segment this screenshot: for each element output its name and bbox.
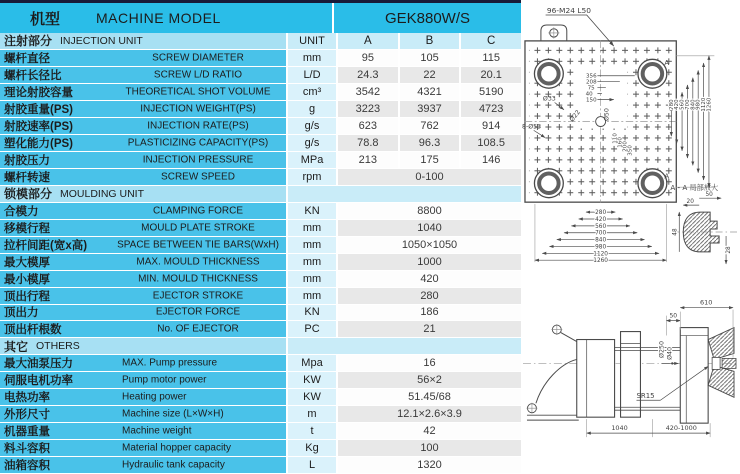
section-label-cn: 锁模部分	[4, 187, 53, 202]
dia-22-label: Ø22	[568, 108, 583, 124]
dim-label: 840	[690, 99, 697, 110]
row-label-cn: 伺服电机功率	[4, 375, 73, 388]
value-cell: 4321	[398, 84, 460, 101]
value-cell: 914	[459, 118, 521, 135]
row-label-cn: 油箱容积	[4, 460, 50, 473]
row-label-cn: 塑化能力(PS)	[4, 137, 73, 150]
value-cell: 5190	[459, 84, 521, 101]
label-cell	[0, 288, 286, 305]
spec-row	[0, 457, 521, 474]
machine-model-cn: 机型	[30, 10, 61, 28]
row-label-en: Heating power	[122, 391, 187, 403]
value-cell: 108.5	[459, 135, 521, 152]
row-label-cn: 螺杆转速	[4, 171, 50, 184]
label-cell	[0, 152, 286, 169]
spec-row	[0, 220, 521, 237]
row-label-cn: 理论射胶容量	[4, 86, 73, 99]
svg-text:75: 75	[587, 85, 595, 92]
value-cell: 22	[398, 67, 460, 84]
unit-cell: g/s	[286, 135, 336, 152]
label-cell	[0, 203, 286, 220]
dim-label: 1260	[706, 97, 713, 112]
unit-cell: KN	[286, 305, 336, 322]
column-header-b: B	[398, 33, 460, 50]
label-cell	[0, 457, 286, 474]
label-cell	[0, 169, 286, 186]
label-cell	[0, 220, 286, 237]
spec-row	[0, 305, 521, 322]
spec-row	[0, 50, 521, 67]
value-cell-merged: 42	[336, 423, 521, 440]
label-cell	[0, 305, 286, 322]
dim-label: 560	[595, 223, 607, 230]
bottom-dim-stack	[535, 210, 666, 264]
unit-cell: t	[286, 423, 336, 440]
spec-row	[0, 440, 521, 457]
svg-text:160: 160	[617, 137, 624, 148]
row-label-en: EJECTOR FORCE	[155, 306, 241, 318]
dim-label: 280	[595, 210, 607, 217]
dim-label: 840	[595, 237, 607, 244]
value-cell-merged: 186	[336, 305, 521, 322]
spec-row	[0, 67, 521, 84]
svg-text:356: 356	[586, 73, 597, 80]
column-header-c: C	[459, 33, 521, 50]
row-label-cn: 最大油泵压力	[4, 358, 73, 371]
value-cell: 762	[398, 118, 460, 135]
section-row	[0, 338, 521, 355]
unit-cell: m	[286, 406, 336, 423]
label-cell	[0, 440, 286, 457]
row-label-en: EJECTOR STROKE	[152, 290, 244, 302]
row-label-en: INJECTION WEIGHT(PS)	[140, 103, 256, 115]
value-cell: 105	[398, 50, 460, 67]
dim-label: 1260	[593, 258, 608, 265]
section-row	[0, 186, 521, 203]
row-label-en: INJECTION PRESSURE	[142, 154, 254, 166]
unit-cell: cm³	[286, 84, 336, 101]
section-row	[0, 33, 521, 50]
row-label-cn: 电热功率	[4, 392, 50, 405]
detail-dim-20: 20	[686, 199, 694, 206]
section-marker-bottom: A	[664, 172, 670, 181]
label-cell	[0, 389, 286, 406]
section-filler	[286, 186, 521, 203]
machine-model-en: MACHINE MODEL	[96, 10, 221, 26]
section-label	[0, 338, 286, 355]
dim-label: 700	[684, 99, 691, 110]
row-label-cn: 顶出力	[4, 307, 39, 320]
detail-dim-28: 28	[726, 246, 733, 254]
value-cell-merged: 1320	[336, 457, 521, 474]
side-dim-610: 610	[699, 298, 713, 307]
column-header-a: A	[336, 33, 398, 50]
spec-row	[0, 271, 521, 288]
row-label-en: No. OF EJECTOR	[157, 323, 239, 335]
section-label	[0, 186, 286, 203]
value-cell: 3542	[336, 84, 398, 101]
unit-cell: KW	[286, 389, 336, 406]
value-cell: 175	[398, 152, 460, 169]
row-label-cn: 射胶重量(PS)	[4, 103, 73, 116]
unit-cell: L	[286, 457, 336, 474]
label-cell	[0, 355, 286, 372]
row-label-en: SCREW L/D RATIO	[153, 69, 243, 81]
unit-cell: mm	[286, 50, 336, 67]
svg-text:208: 208	[586, 79, 597, 86]
unit-cell: KW	[286, 372, 336, 389]
row-label-en: INJECTION RATE(PS)	[147, 120, 249, 132]
detail-profile	[683, 212, 719, 252]
dim-label: 420	[674, 99, 681, 110]
label-cell	[0, 372, 286, 389]
value-cell: 78.8	[336, 135, 398, 152]
row-label-en: THEORETICAL SHOT VOLUME	[125, 86, 271, 98]
machine-side-view	[523, 299, 738, 437]
unit-cell: KN	[286, 203, 336, 220]
unit-cell: mm	[286, 254, 336, 271]
label-cell	[0, 135, 286, 152]
label-cell	[0, 406, 286, 423]
value-cell: 20.1	[459, 67, 521, 84]
svg-text:40: 40	[585, 91, 593, 98]
dim-label: 1120	[593, 251, 608, 258]
dim-label: 700	[595, 230, 607, 237]
spec-row	[0, 118, 521, 135]
svg-text:200: 200	[622, 141, 629, 152]
value-cell: 96.3	[398, 135, 460, 152]
label-cell	[0, 423, 286, 440]
dia-40-label: Ø40	[666, 347, 674, 360]
value-cell-merged: 280	[336, 288, 521, 305]
spec-row	[0, 203, 521, 220]
detail-title: A - A 局部放大	[670, 183, 719, 193]
row-label-cn: 最小模厚	[4, 273, 50, 286]
row-label-en: MAX. Pump pressure	[122, 357, 218, 369]
row-label-cn: 外形尺寸	[4, 409, 50, 422]
row-label-cn: 移模行程	[4, 222, 50, 235]
label-cell	[0, 271, 286, 288]
section-marker-top: A	[664, 58, 670, 67]
value-cell-merged: 8800	[336, 203, 521, 220]
model-name: GEK880W/S	[384, 9, 471, 27]
spec-row	[0, 152, 521, 169]
section-filler	[286, 338, 521, 355]
dim-label: 1120	[701, 97, 708, 112]
value-cell-merged: 56×2	[336, 372, 521, 389]
spec-row	[0, 84, 521, 101]
row-label-cn: 合模力	[4, 205, 39, 218]
dia-50-label: Ø50	[603, 108, 611, 122]
section-label	[0, 33, 286, 50]
unit-cell: L/D	[286, 67, 336, 84]
row-label-en: SCREW DIAMETER	[152, 52, 244, 64]
unit-cell: mm	[286, 288, 336, 305]
unit-cell: PC	[286, 321, 336, 338]
value-cell: 3223	[336, 101, 398, 118]
row-label-cn: 射胶速率(PS)	[4, 120, 73, 133]
side-dim-50: 50	[669, 312, 678, 320]
unit-cell: g/s	[286, 118, 336, 135]
row-label-en: CLAMPING FORCE	[152, 205, 243, 217]
dim-label: 980	[595, 244, 607, 251]
value-cell-merged: 51.45/68	[336, 389, 521, 406]
row-label-cn: 螺杆长径比	[4, 69, 62, 82]
svg-text:110: 110	[612, 133, 619, 144]
row-label-en: Material hopper capacity	[122, 442, 231, 454]
row-label-cn: 机器重量	[4, 426, 50, 439]
hole-count-label: 8-Ø53	[521, 123, 542, 131]
unit-cell: g	[286, 101, 336, 118]
value-cell: 115	[459, 50, 521, 67]
label-cell	[0, 84, 286, 101]
section-label-en: OTHERS	[36, 340, 80, 353]
row-label-en: SCREW SPEED	[161, 171, 235, 183]
spec-row	[0, 321, 521, 338]
value-cell: 3937	[398, 101, 460, 118]
unit-cell: mm	[286, 271, 336, 288]
row-label-cn: 顶出杆根数	[4, 324, 62, 337]
detail-a-a	[670, 183, 738, 264]
value-cell: 4723	[459, 101, 521, 118]
label-cell	[0, 50, 286, 67]
row-label-en: Hydraulic tank capacity	[122, 459, 225, 471]
spec-rows	[0, 33, 521, 474]
value-cell-merged: 1050×1050	[336, 237, 521, 254]
dia-33-label: Ø33	[542, 95, 556, 103]
value-cell-merged: 12.1×2.6×3.9	[336, 406, 521, 423]
spec-row	[0, 254, 521, 271]
row-label-cn: 拉杆间距(宽x高)	[4, 239, 88, 252]
bolt-pattern-label: 96-M24 L50	[546, 6, 591, 16]
dim-label: 420	[595, 216, 607, 223]
section-label-en: MOULDING UNIT	[60, 187, 145, 200]
value-cell-merged: 420	[336, 271, 521, 288]
row-label-en: MAX. MOULD THICKNESS	[136, 256, 260, 268]
machine-model-header	[0, 3, 334, 33]
value-cell-merged: 16	[336, 355, 521, 372]
spec-row	[0, 372, 521, 389]
label-cell	[0, 321, 286, 338]
unit-cell: mm	[286, 237, 336, 254]
row-label-en: PLASTICIZING CAPACITY(PS)	[127, 137, 269, 149]
spec-row	[0, 101, 521, 118]
value-cell: 623	[336, 118, 398, 135]
row-label-en: MOULD PLATE STROKE	[141, 222, 255, 234]
value-cell-merged: 1040	[336, 220, 521, 237]
label-cell	[0, 67, 286, 84]
sr15-label: SR15	[636, 392, 655, 401]
section-label-cn: 注射部分	[4, 34, 53, 49]
section-label-en: INJECTION UNIT	[60, 34, 143, 47]
spec-row	[0, 423, 521, 440]
unit-cell: mm	[286, 220, 336, 237]
unit-column-header: UNIT	[286, 33, 336, 50]
row-label-cn: 最大模厚	[4, 256, 50, 269]
table-title-row	[0, 3, 521, 33]
spec-row	[0, 169, 521, 186]
svg-text:350: 350	[627, 145, 634, 156]
svg-text:150: 150	[586, 97, 597, 104]
value-cell-merged: 100	[336, 440, 521, 457]
dim-label: 280	[668, 99, 675, 110]
value-cell-merged: 0-100	[336, 169, 521, 186]
side-dim-mould-range: 420-1000	[665, 424, 697, 433]
label-cell	[0, 254, 286, 271]
detail-dim-48: 48	[672, 228, 679, 236]
side-dim-1040: 1040	[611, 424, 628, 433]
dim-label: 980	[695, 99, 702, 110]
spec-row	[0, 355, 521, 372]
row-label-en: SPACE BETWEEN TIE BARS(WxH)	[117, 239, 279, 251]
row-label-cn: 螺杆直径	[4, 52, 50, 65]
spec-row	[0, 389, 521, 406]
value-cell-merged: 1000	[336, 254, 521, 271]
value-cell: 213	[336, 152, 398, 169]
unit-cell: Mpa	[286, 355, 336, 372]
spec-row	[0, 135, 521, 152]
technical-drawing	[521, 0, 740, 474]
label-cell	[0, 237, 286, 254]
spec-row	[0, 288, 521, 305]
row-label-en: MIN. MOULD THICKNESS	[138, 273, 258, 285]
row-label-cn: 料斗容积	[4, 443, 50, 456]
detail-dim-50: 50	[705, 192, 713, 199]
unit-cell: MPa	[286, 152, 336, 169]
value-cell: 24.3	[336, 67, 398, 84]
unit-cell: rpm	[286, 169, 336, 186]
section-label-cn: 其它	[4, 339, 29, 354]
row-label-en: Machine size (L×W×H)	[122, 408, 224, 420]
row-label-cn: 射胶压力	[4, 154, 50, 167]
unit-cell: Kg	[286, 440, 336, 457]
row-label-cn: 顶出行程	[4, 290, 50, 303]
value-cell: 146	[459, 152, 521, 169]
value-cell-merged: 21	[336, 321, 521, 338]
row-label-en: Machine weight	[122, 425, 192, 437]
row-label-en: Pump motor power	[122, 374, 207, 386]
label-cell	[0, 118, 286, 135]
spec-row	[0, 406, 521, 423]
value-cell: 95	[336, 50, 398, 67]
dia-250-label: Ø250	[658, 341, 666, 358]
label-cell	[0, 101, 286, 118]
spec-row	[0, 237, 521, 254]
dim-label: 560	[679, 99, 686, 110]
